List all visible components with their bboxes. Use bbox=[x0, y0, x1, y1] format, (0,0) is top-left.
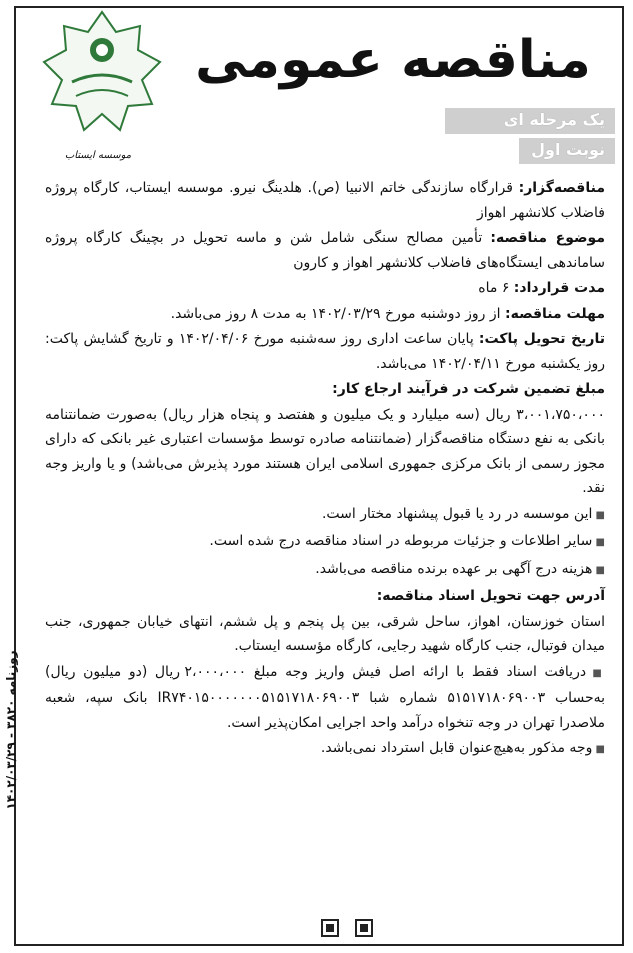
bullet-payment: ■ دریافت اسناد فقط با ارائه اصل فیش واریز وجه مبلغ ۲،۰۰۰،۰۰۰ ریال (دو میلیون ریال) به‌حساب ۵۱۵۱۷۱۸۰۶۹۰۰۳ شماره شبا IR۷۴۰۱۵۰۰۰۰۰۰۰۵۱۵۱۷۱۸۰۶۹۰۰۳ بانک سپه، شعبه ملاصدرا تهران در وجه تنخواه درآمد واحد اجرایی امکان‌پذیر است. bbox=[45, 660, 605, 736]
tenderer-label: مناقصه‌گزار: bbox=[518, 180, 605, 196]
subject-paragraph bbox=[45, 226, 605, 275]
bullet-reject-accept: ■ این موسسه در رد یا قبول پیشنهاد مختار است. bbox=[45, 502, 605, 529]
duration-label: مدت قرارداد: bbox=[513, 280, 605, 296]
deadline-text: از روز دوشنبه مورخ ۱۴۰۲/۰۳/۲۹ به مدت ۸ روز می‌باشد. bbox=[170, 305, 505, 322]
tenderer-text: قرارگاه سازندگی خاتم الانبیا (ص). هلدینگ نیرو. موسسه ایستاب، کارگاه پروژه فاضلاب کلانشهر اهواز bbox=[45, 180, 605, 221]
deadline-paragraph bbox=[45, 302, 605, 327]
newspaper-side-label bbox=[0, 520, 22, 940]
newspaper-issue-text: روزنامه ۳۸۲۰ - ۱۴۰۲/۰۳/۲۹ bbox=[4, 650, 18, 810]
guarantee-heading bbox=[45, 377, 605, 402]
guarantee-text: ۳،۰۰۱،۷۵۰،۰۰۰ ریال (سه میلیارد و یک میلیون و هفتصد و پنجاه هزار ریال) به‌صورت ضمانتنامه بانکی به نفع دستگاه مناقصه‌گزار (ضمانتنامه صادره توسط مؤسسات اعتباری غیر بانکی که دارای مجوز رسمی از بانک مرکزی جمهوری اسلامی ایران هستند مورد پذیرش می‌باشد) و یا واریز وجه نقد. bbox=[45, 406, 605, 496]
address-heading bbox=[45, 584, 605, 609]
tender-type-band: یک مرحله ای bbox=[445, 108, 615, 134]
round-band: نوبت اول bbox=[519, 138, 615, 164]
square-ornament-icon bbox=[318, 916, 378, 940]
notice-body bbox=[45, 176, 605, 764]
duration-paragraph bbox=[45, 276, 605, 301]
subject-text: تأمین مصالح سنگی شامل شن و ماسه تحویل در بچینگ کارگاه پروژه ساماندهی ایستگاه‌های فاضلاب کلانشهر اهواز و کارون bbox=[45, 230, 605, 271]
delivery-paragraph bbox=[45, 327, 605, 376]
address-label: آدرس جهت تحویل اسناد مناقصه: bbox=[376, 588, 605, 604]
address-text: استان خوزستان، اهواز، ساحل شرقی، بین پل پنجم و پل ششم، انتهای خیابان جمهوری، جنب میدان فوتبال، جنب کارگاه شهید رجایی، کارگاه مؤسسه ایستاب. bbox=[45, 613, 605, 654]
bullet-nonrefundable: ■ وجه مذکور به‌هیچ‌عنوان قابل استرداد نمی‌باشد. bbox=[45, 736, 605, 763]
bullet-details: ■ سایر اطلاعات و جزئیات مربوطه در اسناد مناقصه درج شده است. bbox=[45, 529, 605, 556]
subject-label: موضوع مناقصه: bbox=[490, 230, 605, 246]
duration-text: ۶ ماه bbox=[478, 280, 514, 296]
delivery-text: پایان ساعت اداری روز سه‌شنبه مورخ ۱۴۰۲/۰۴/۰۶ و تاریخ گشایش پاکت: روز یکشنبه مورخ ۱۴۰۲/۰۴/۱۱ می‌باشد. bbox=[45, 331, 605, 372]
logo-caption: موسسه ایستاب bbox=[64, 150, 132, 161]
bullet-ad-cost: ■ هزینه درج آگهی بر عهده برنده مناقصه می‌باشد. bbox=[45, 557, 605, 584]
delivery-label: تاریخ تحویل پاکت: bbox=[478, 331, 605, 347]
page-title: مناقصه عمومی bbox=[195, 30, 591, 90]
tenderer-paragraph bbox=[45, 176, 605, 225]
guarantee-label: مبلغ تضمین شرکت در فرآیند ارجاع کار: bbox=[332, 381, 605, 397]
deadline-label: مهلت مناقصه: bbox=[504, 305, 605, 322]
decorative-squares bbox=[318, 916, 378, 940]
holding-logo bbox=[42, 10, 162, 138]
star-emblem-icon bbox=[42, 10, 162, 138]
